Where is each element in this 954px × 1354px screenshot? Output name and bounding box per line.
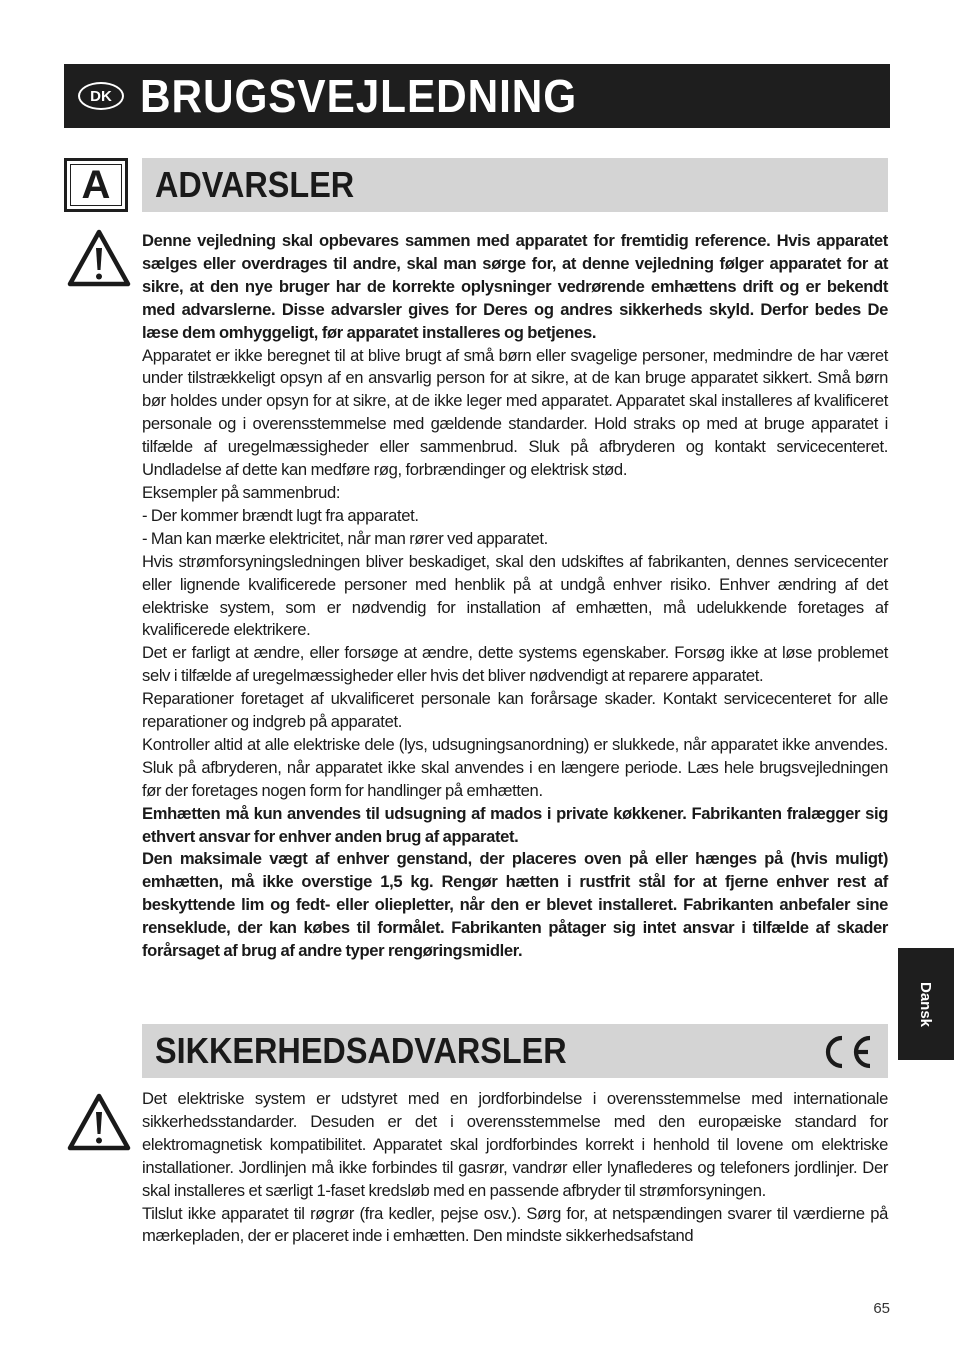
title-bar xyxy=(64,64,890,128)
paragraph: Reparationer foretaget af ukvalificeret personale kan forårsage skader. Kontakt servicecenteret for alle reparationer og indgreb på apparatet. xyxy=(142,689,888,732)
paragraph: - Der kommer brændt lugt fra apparatet. xyxy=(142,505,419,525)
paragraph: Eksempler på sammenbrud: xyxy=(142,482,341,502)
paragraph: Emhætten må kun anvendes til udsugning af mados i private køkkener. Fabrikanten fralægger sig ethvert ansvar for enhver anden brug af apparatet. xyxy=(142,803,888,846)
country-badge: DK xyxy=(78,82,124,110)
paragraph: - Man kan mærke elektricitet, når man rører ved apparatet. xyxy=(142,528,548,548)
paragraph: Det er farligt at ændre, eller forsøge at ændre, dette systems egenskaber. Forsøg ikke at løse problemet selv i tilfælde af uregelmæssigheder eller hvis det bliver nødvendigt at reparere apparatet. xyxy=(142,643,888,686)
section-heading: ADVARSLER xyxy=(155,164,355,205)
language-tab xyxy=(898,948,954,1060)
sikkerhed-text xyxy=(142,1088,888,1248)
paragraph: Hvis strømforsyningsledningen bliver beskadiget, skal den udskiftes af fabrikanten, dennes servicecenter eller lignende kvalificerede personer med henblik på at undgå enhver risiko. Enhver ændring af det elektriske system, som er nødvendig for installation af emhætten, må udelukkende foretages af kvalificerede elektrikere. xyxy=(142,551,888,640)
paragraph: Den maksimale vægt af enhver genstand, der placeres oven på eller hænges på (hvis muligt) emhætten, må ikke overstige 1,5 kg. Rengør hætten i rustfrit stål for at fjerne enhver rest af beskyttende lim og fedt- eller oliepletter, når den er blevet installeret. Fabrikanten anbefaler sine renseklude, der kan købes til formålet. Fabrikanten påtager sig intet ansvar i tilfælde af skader forårsaget af brug af andre typer rengøringsmidler. xyxy=(142,849,888,961)
paragraph: Det elektriske system er udstyret med en jordforbindelse i overensstemmelse med internationale sikkerhedsstandarder. Desuden er det i overensstemmelse med den europæiske standard for elektromagnetisk kompatibilitet. Apparatet skal jordforbindes korrekt i henhold til lovene om elektriske installationer. Jordlinjen må ikke forbindes til gasrør, vandrør eller lynaflederes og telefoners jordlinjer. Der skal installeres et særligt 1-faset kredsløb med en passende afbryder til strømforsyningen. xyxy=(142,1089,888,1200)
advarsler-text xyxy=(142,230,888,963)
warning-triangle-icon xyxy=(66,228,132,288)
paragraph: Denne vejledning skal opbevares sammen med apparatet for fremtidig reference. Hvis apparatet sælges eller overdrages til andre, skal man sørge for, at denne vejledning følger apparatet for at sikre, at den nye bruger har de korrekte oplysninger vedrørende emhættens drift og er bekendt med advarslerne. Disse advarsler gives for Deres og andres sikkerheds skyld. Derfor bedes De læse dem omhyggeligt, før apparatet installeres og betjenes. xyxy=(142,231,888,342)
paragraph: Kontroller altid at alle elektriske dele (lys, udsugningsanordning) er slukkede, når apparatet ikke anvendes. Sluk på afbryderen, når apparatet ikke skal anvendes i en længere periode. Læs hele brugsvejledningen før der foretages nogen form for handlinger på emhætten. xyxy=(142,734,888,800)
paragraph: Apparatet er ikke beregnet til at blive brugt af små børn eller svagelige personer, medmindre de har været under tilstrækkeligt opsyn af en ansvarlig person for at sikre, at de kan bruge apparatet sikkert. Små børn bør holdes under opsyn for at sikre, at de ikke leger med apparatet. Apparatet skal installeres af kvalificeret personale og i overensstemmelse med gældende standarder. Hold straks op med at bruge apparatet i tilfælde af uregelmæssigheder eller sammenbrud. Sluk på afbryderen og kontakt servicecenteret. Undladelse af dette kan medføre røg, forbrændinger og elektrisk stød. xyxy=(142,345,888,480)
language-tab-label: Dansk xyxy=(917,981,935,1027)
section-letter-box xyxy=(64,158,128,212)
page-number: 65 xyxy=(873,1300,890,1317)
ce-mark-icon xyxy=(816,1032,876,1072)
section-heading-bar-sikkerhed xyxy=(142,1024,888,1078)
section-heading-bar-advarsler xyxy=(142,158,888,212)
warning-triangle-icon xyxy=(66,1092,132,1152)
section-heading: SIKKERHEDSADVARSLER xyxy=(155,1030,567,1071)
section-letter: A xyxy=(70,164,122,206)
paragraph: Tilslut ikke apparatet til røgrør (fra kedler, pejse osv.). Sørg for, at netspændingen svarer til værdierne på mærkepladen, der er placeret inde i emhætten. Den mindste sikkerhedsafstand xyxy=(142,1203,888,1246)
page-title: BRUGSVEJLEDNING xyxy=(140,70,578,122)
